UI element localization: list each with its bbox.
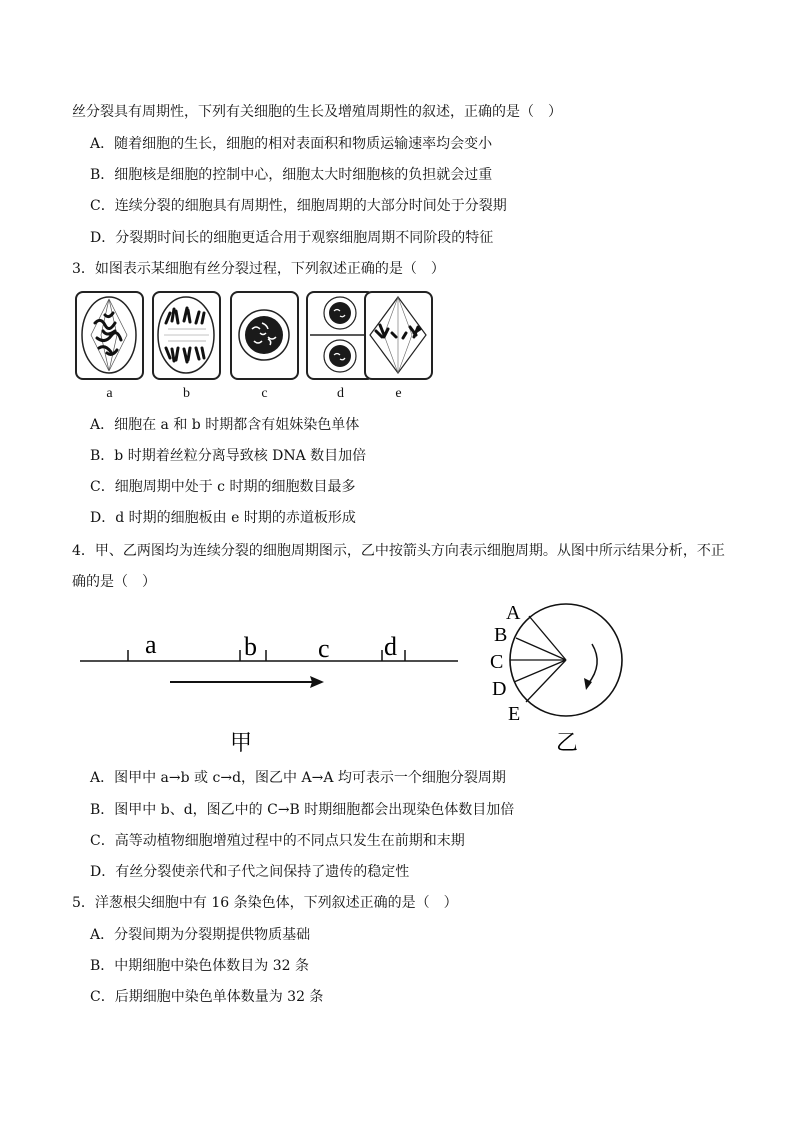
q3-option-c: C．细胞周期中处于 c 时期的细胞数目最多 bbox=[90, 479, 356, 495]
q4-option-d: D．有丝分裂使亲代和子代之间保持了遗传的稳定性 bbox=[90, 864, 410, 880]
figure-yi-caption: 乙 bbox=[556, 731, 579, 756]
jia-label-a: a bbox=[145, 630, 157, 659]
cell-c-image bbox=[230, 291, 299, 380]
q5-option-a: A．分裂间期为分裂期提供物质基础 bbox=[90, 927, 311, 943]
q3-option-d: D．d 时期的细胞板由 e 时期的赤道板形成 bbox=[90, 510, 356, 526]
cell-b-image bbox=[152, 291, 221, 380]
q3-stem: 3．如图表示某细胞有丝分裂过程，下列叙述正确的是（ ） bbox=[72, 261, 445, 277]
yi-label-c: C bbox=[490, 651, 504, 673]
cell-c-label: c bbox=[261, 386, 268, 401]
figure-yi-cycle bbox=[486, 598, 636, 758]
q2-option-a: A．随着细胞的生长，细胞的相对表面积和物质运输速率均会变小 bbox=[90, 136, 493, 152]
cell-d-label: d bbox=[337, 386, 344, 401]
q5-option-c: C．后期细胞中染色单体数量为 32 条 bbox=[90, 989, 324, 1005]
yi-label-e: E bbox=[508, 703, 521, 725]
q5-stem: 5．洋葱根尖细胞中有 16 条染色体，下列叙述正确的是（ ） bbox=[72, 895, 458, 911]
cell-a-label: a bbox=[106, 386, 113, 401]
yi-label-b: B bbox=[494, 624, 508, 646]
cell-a-image bbox=[75, 291, 144, 380]
q4-option-c: C．高等动植物细胞增殖过程中的不同点只发生在前期和末期 bbox=[90, 833, 465, 849]
cell-b-label: b bbox=[183, 386, 190, 401]
q3-option-b: B．b 时期着丝粒分离导致核 DNA 数目加倍 bbox=[90, 448, 367, 464]
q4-stem-line2: 确的是（ ） bbox=[72, 574, 156, 590]
q4-option-b: B．图甲中 b、d，图乙中的 C→B 时期细胞都会出现染色体数目加倍 bbox=[90, 802, 515, 818]
q4-stem-line1: 4．甲、乙两图均为连续分裂的细胞周期图示，乙中按箭头方向表示细胞周期。从图中所示结果分析，不正 bbox=[72, 543, 725, 559]
yi-label-a: A bbox=[506, 602, 521, 624]
q4-option-a: A．图甲中 a→b 或 c→d，图乙中 A→A 均可表示一个细胞分裂周期 bbox=[90, 770, 506, 786]
figure-jia-caption: 甲 bbox=[230, 731, 253, 756]
q3-option-a: A．细胞在 a 和 b 时期都含有姐妹染色单体 bbox=[90, 417, 360, 433]
q5-option-b: B．中期细胞中染色体数目为 32 条 bbox=[90, 958, 310, 974]
q2-option-d: D．分裂期时间长的细胞更适合用于观察细胞周期不同阶段的特征 bbox=[90, 230, 494, 246]
q2-option-c: C．连续分裂的细胞具有周期性，细胞周期的大部分时间处于分裂期 bbox=[90, 198, 507, 214]
cell-e-image bbox=[364, 291, 433, 380]
yi-label-d: D bbox=[492, 678, 507, 700]
q2-option-b: B．细胞核是细胞的控制中心，细胞太大时细胞核的负担就会过重 bbox=[90, 167, 493, 183]
cell-e-label: e bbox=[395, 386, 402, 401]
q2-stem-tail: 丝分裂具有周期性，下列有关细胞的生长及增殖周期性的叙述，正确的是（ ） bbox=[72, 104, 562, 120]
jia-label-b: b bbox=[244, 632, 257, 661]
figure-jia-timeline bbox=[78, 620, 463, 760]
jia-label-c: c bbox=[318, 634, 330, 663]
jia-label-d: d bbox=[384, 632, 397, 661]
